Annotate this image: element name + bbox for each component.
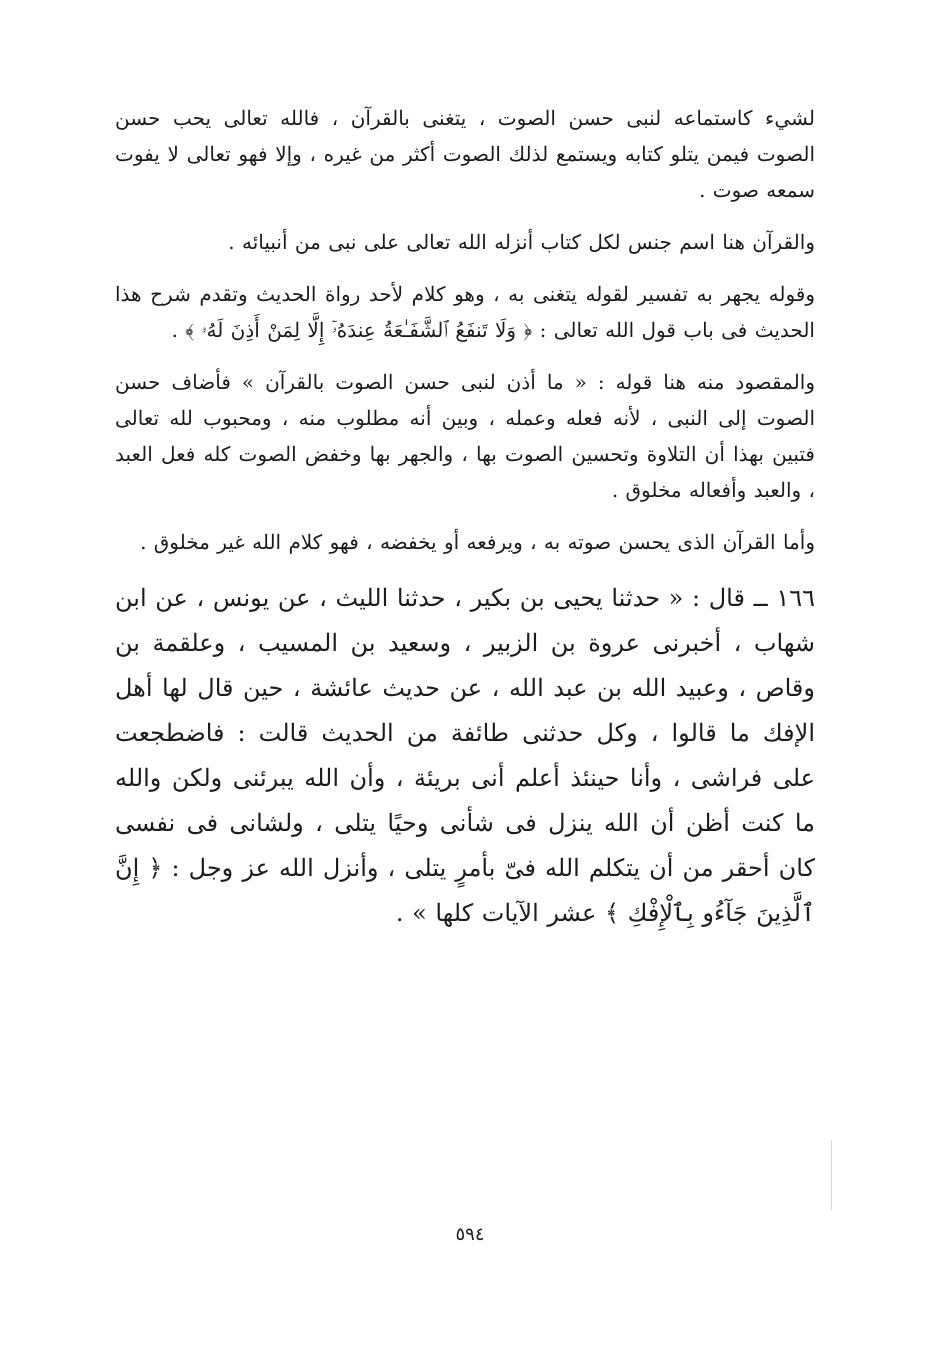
- paragraph-1: لشيء كاستماعه لنبى حسن الصوت ، يتغنى بالقرآن ، فالله تعالى يحب حسن الصوت فيمن يتلو كتابه ويستمع لذلك الصوت أكثر من غيره ، وإلا فهو تعالى لا يفوت سمعه صوت .: [115, 106, 815, 202]
- page-content: [115, 100, 815, 936]
- paragraph-5: وأما القرآن الذى يحسن صوته به ، ويرفعه أو يخفضه ، فهو كلام الله غير مخلوق .: [140, 530, 815, 554]
- paragraph-2: والقرآن هنا اسم جنس لكل كتاب أنزله الله تعالى على نبى من أنبيائه .: [228, 230, 815, 254]
- paragraph-3: وقوله يجهر به تفسير لقوله يتغنى به ، وهو كلام لأحد رواة الحديث وتقدم شرح هذا الحديث فى باب قول الله تعالى : ﴿ وَلَا تَنفَعُ ٱلشَّفَـٰعَةُ عِندَهُۥٓ إِلَّا لِمَنْ أَذِنَ لَهُۥ ﴾ .: [115, 282, 815, 342]
- hadith-paragraph: ١٦٦ ــ قال : « حدثنا يحيى بن بكير ، حدثنا الليث ، عن يونس ، عن ابن شهاب ، أخبرنى عروة بن الزبير ، وسعيد بن المسيب ، وعلقمة بن وقاص ، وعبيد الله بن عبد الله ، عن حديث عائشة ، حين قال لها أهل الإفك ما قالوا ، وكل حدثنى طائفة من الحديث قالت : فاضطجعت على فراشى ، وأنا حينئذ أعلم أنى بريئة ، وأن الله يبرئنى ولكن والله ما كنت أظن أن الله ينزل فى شأنى وحيًا يتلى ، ولشانى فى نفسى كان أحقر من أن يتكلم الله فىّ بأمرٍ يتلى ، وأنزل الله عز وجل : ﴿ إِنَّ ٱلَّذِينَ جَآءُو بِٱلْإِفْكِ ﴾ عشر الآيات كلها » .: [115, 584, 815, 927]
- scan-edge-line: [831, 1140, 832, 1210]
- paragraph-4: والمقصود منه هنا قوله : « ما أذن لنبى حسن الصوت بالقرآن » فأضاف حسن الصوت إلى النبى ، لأنه فعله وعمله ، وبين أنه مطلوب منه ، ومحبوب لله تعالى فتبين بهذا أن التلاوة وتحسين الصوت بها ، والجهر بها وخفض الصوت كله فعل العبد ، والعبد وأفعاله مخلوق .: [115, 370, 815, 502]
- page-number: ٥٩٤: [455, 1224, 485, 1245]
